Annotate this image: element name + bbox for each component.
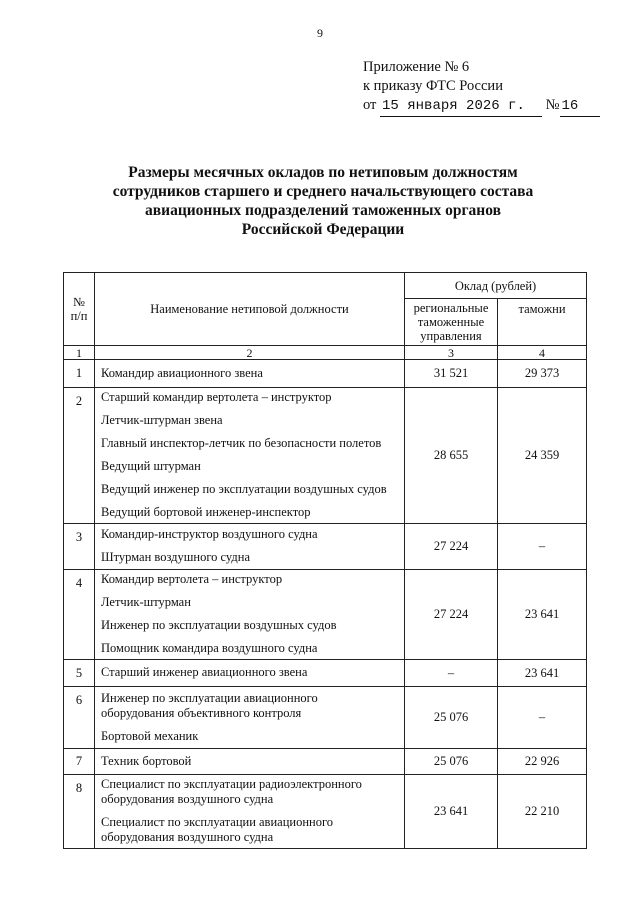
regional-salary: 25 076 xyxy=(405,687,498,749)
row-number: 2 xyxy=(64,388,95,524)
customs-salary: 23 641 xyxy=(498,660,587,687)
table-row xyxy=(64,360,587,388)
regional-salary: – xyxy=(405,660,498,687)
position-name: Техник бортовой xyxy=(101,753,192,768)
position-name: Главный инспектор-летчик по безопасности полетов xyxy=(101,436,382,450)
regional-salary: 27 224 xyxy=(405,570,498,660)
header-salary-group: Оклад (рублей) xyxy=(405,273,587,299)
position-name: Ведущий бортовой инженер-инспектор xyxy=(101,505,311,519)
position-name: Командир вертолета – инструктор xyxy=(101,572,283,586)
customs-salary: 24 359 xyxy=(498,388,587,524)
row-number: 5 xyxy=(64,660,95,687)
customs-salary: 22 926 xyxy=(498,749,587,775)
index-cell: 4 xyxy=(498,346,587,360)
position-name: Командир авиационного звена xyxy=(101,365,263,380)
row-number: 3 xyxy=(64,524,95,570)
position-cell xyxy=(95,687,405,749)
row-number: 8 xyxy=(64,775,95,849)
salary-table xyxy=(63,272,587,849)
number-prefix: № xyxy=(545,97,560,113)
order-number: 16 xyxy=(560,97,600,117)
table-row xyxy=(64,388,587,524)
header-customs: таможни xyxy=(498,299,587,346)
position-name: Штурман воздушного судна xyxy=(101,550,250,564)
page-number: 9 xyxy=(317,26,323,40)
title-line: Размеры месячных окладов по нетиповым должностям xyxy=(128,164,518,181)
position-cell xyxy=(95,388,405,524)
position-cell xyxy=(95,660,405,687)
header-regional: региональные таможенные управления xyxy=(405,299,498,346)
position-name: Командир-инструктор воздушного судна xyxy=(101,527,318,541)
row-number: 4 xyxy=(64,570,95,660)
position-name: Летчик-штурман xyxy=(101,595,191,609)
customs-salary: 22 210 xyxy=(498,775,587,849)
title-line: Российской Федерации xyxy=(241,221,405,238)
row-number: 7 xyxy=(64,749,95,775)
appendix-block xyxy=(363,58,600,117)
appendix-date-line xyxy=(363,96,600,117)
index-cell: 1 xyxy=(64,346,95,360)
table-row xyxy=(64,775,587,849)
appendix-order-ref: к приказу ФТС России xyxy=(363,78,503,94)
position-name: Старший инженер авиационного звена xyxy=(101,665,308,679)
position-name: Бортовой механик xyxy=(101,728,199,743)
position-cell xyxy=(95,749,405,775)
order-date: 15 января 2026 г. xyxy=(380,97,542,117)
index-cell: 2 xyxy=(95,346,405,360)
table-row xyxy=(64,524,587,570)
position-name: Инженер по эксплуатации воздушных судов xyxy=(101,618,337,632)
position-name: Старший командир вертолета – инструктор xyxy=(101,390,332,404)
position-name: Ведущий инженер по эксплуатации воздушных судов xyxy=(101,482,387,496)
customs-salary: 23 641 xyxy=(498,570,587,660)
title-line: сотрудников старшего и среднего начальствующего состава xyxy=(112,183,534,200)
position-name: Ведущий штурман xyxy=(101,459,201,473)
title-line: авиационных подразделений таможенных органов xyxy=(145,202,501,219)
regional-salary: 31 521 xyxy=(405,360,498,388)
header-row xyxy=(64,273,587,299)
row-number: 6 xyxy=(64,687,95,749)
position-cell xyxy=(95,360,405,388)
document-title xyxy=(80,163,566,239)
index-cell: 3 xyxy=(405,346,498,360)
header-position-name: Наименование нетиповой должности xyxy=(95,273,405,346)
column-index-row xyxy=(64,346,587,360)
regional-salary: 23 641 xyxy=(405,775,498,849)
table-row xyxy=(64,570,587,660)
position-name: Специалист по эксплуатации радиоэлектронного оборудования воздушного судна xyxy=(101,777,362,806)
position-name: Помощник командира воздушного судна xyxy=(101,641,318,655)
customs-salary: – xyxy=(498,687,587,749)
table-row xyxy=(64,687,587,749)
table-row xyxy=(64,660,587,687)
position-name: Инженер по эксплуатации авиационного оборудования объективного контроля xyxy=(101,690,318,720)
table-row xyxy=(64,749,587,775)
position-name: Летчик-штурман звена xyxy=(101,413,223,427)
header-num: № п/п xyxy=(64,273,95,346)
appendix-title: Приложение № 6 xyxy=(363,59,470,75)
customs-salary: – xyxy=(498,524,587,570)
customs-salary: 29 373 xyxy=(498,360,587,388)
row-number: 1 xyxy=(64,360,95,388)
regional-salary: 28 655 xyxy=(405,388,498,524)
position-cell xyxy=(95,524,405,570)
regional-salary: 25 076 xyxy=(405,749,498,775)
date-prefix: от xyxy=(363,97,377,113)
position-name: Специалист по эксплуатации авиационного оборудования воздушного судна xyxy=(101,815,334,844)
regional-salary: 27 224 xyxy=(405,524,498,570)
position-cell xyxy=(95,775,405,849)
position-cell xyxy=(95,570,405,660)
